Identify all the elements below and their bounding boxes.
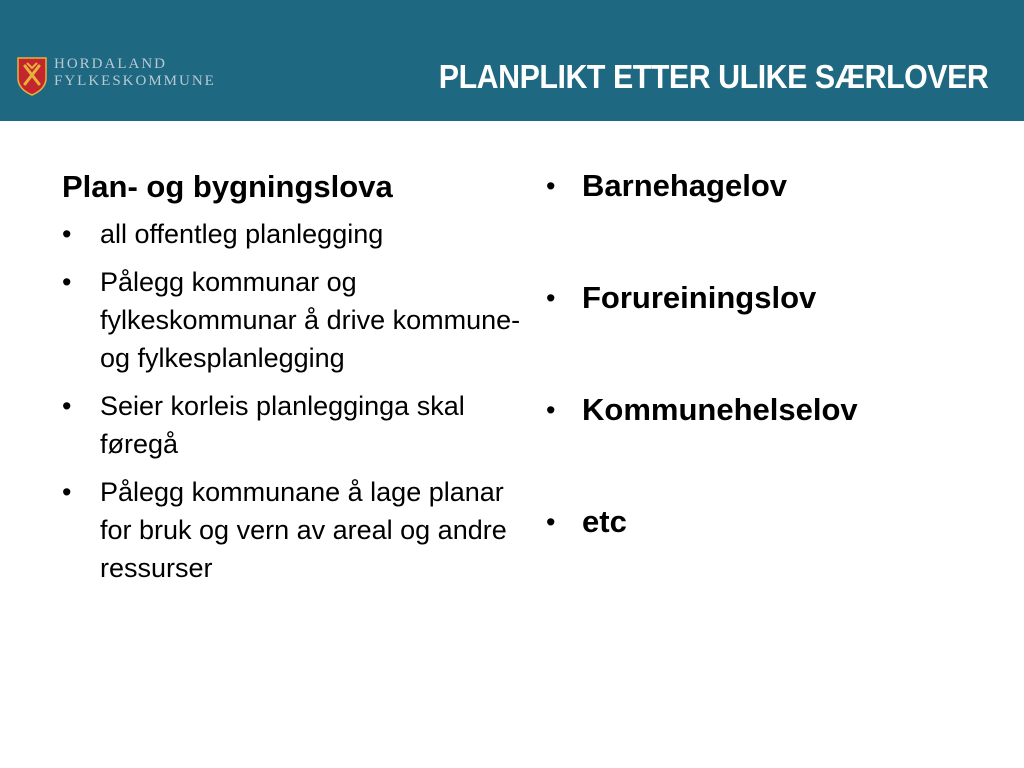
list-item xyxy=(546,502,986,542)
logo xyxy=(16,56,236,98)
logo-text xyxy=(54,56,216,90)
list-item xyxy=(62,387,522,463)
list-item xyxy=(546,390,986,430)
list-item-text: Seier korleis planlegginga skal føregå xyxy=(100,391,465,459)
bullet-icon: • xyxy=(62,477,72,507)
bullet-icon: • xyxy=(546,395,556,425)
list-item-text: Barnehagelov xyxy=(582,168,788,203)
list-item xyxy=(546,166,986,206)
left-heading: Plan- og bygningslova xyxy=(62,169,393,204)
list-item xyxy=(62,473,522,587)
list-item-text: etc xyxy=(582,504,627,539)
bullet-icon: • xyxy=(546,283,556,313)
header-bar xyxy=(0,0,1024,121)
bullet-icon: • xyxy=(62,219,72,249)
right-bullet-list xyxy=(546,166,986,542)
logo-line-1: HORDALAND xyxy=(54,56,167,72)
list-item-text: Kommunehelselov xyxy=(582,392,858,427)
slide-title: PLANPLIKT ETTER ULIKE SÆRLOVER xyxy=(438,58,988,95)
left-bullet-list xyxy=(62,215,522,587)
list-item-text: Pålegg kommunane å lage planar for bruk og vern av areal og andre ressurser xyxy=(100,477,507,583)
list-item xyxy=(62,215,522,253)
bullet-icon: • xyxy=(546,507,556,537)
list-item-text: all offentleg planlegging xyxy=(100,219,384,249)
left-column xyxy=(62,167,522,597)
right-column xyxy=(546,166,986,614)
list-item-text: Pålegg kommunar og fylkeskommunar å drive kommune- og fylkesplanlegging xyxy=(100,267,521,373)
crest-icon xyxy=(16,56,48,96)
logo-line-2: FYLKESKOMMUNE xyxy=(54,73,216,89)
bullet-icon: • xyxy=(62,267,72,297)
list-item xyxy=(546,278,986,318)
bullet-icon: • xyxy=(546,171,556,201)
list-item-text: Forureiningslov xyxy=(582,280,817,315)
list-item xyxy=(62,263,522,377)
bullet-icon: • xyxy=(62,391,72,421)
